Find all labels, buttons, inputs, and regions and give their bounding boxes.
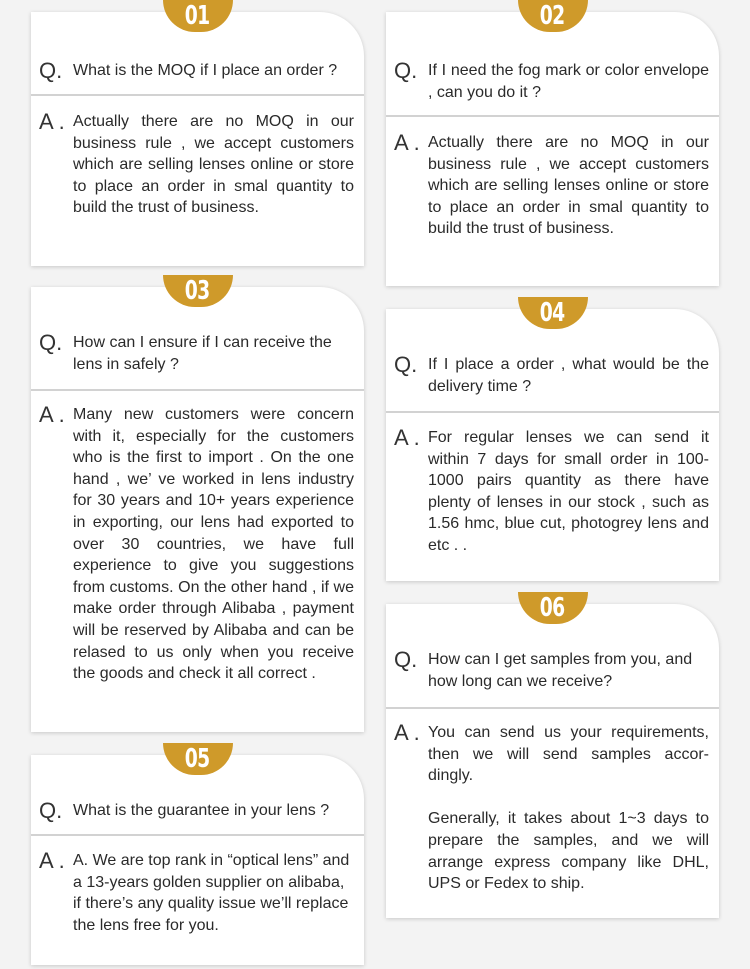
divider xyxy=(386,411,719,413)
answer-text xyxy=(428,427,709,557)
divider xyxy=(386,707,719,709)
badge-number: 04 xyxy=(540,298,565,328)
answer-mark: A . xyxy=(39,848,65,873)
answer xyxy=(39,850,354,936)
answer-mark: A . xyxy=(394,720,420,745)
answer-text xyxy=(73,850,354,936)
answer xyxy=(394,722,709,895)
number-badge xyxy=(163,0,233,32)
answer xyxy=(394,427,709,557)
answer-mark: A . xyxy=(394,130,420,155)
question xyxy=(39,800,354,822)
badge-number: 01 xyxy=(185,1,210,31)
answer xyxy=(39,404,354,685)
answer-text xyxy=(73,404,354,685)
question-mark: Q. xyxy=(394,647,418,672)
question xyxy=(394,649,709,692)
number-badge xyxy=(518,297,588,329)
question xyxy=(39,332,354,375)
answer-paragraph: Generally, it takes about 1~3 days to prepare the samples, and we will arrange express company like DHL, UPS or Fedex to ship. xyxy=(428,810,709,893)
question-text: What is the MOQ if I place an order ? xyxy=(73,62,338,79)
divider xyxy=(31,389,364,391)
question-text: What is the guarantee in your lens ? xyxy=(73,802,330,819)
answer-mark: A . xyxy=(39,109,65,134)
question-mark: Q. xyxy=(394,58,418,83)
badge-number: 02 xyxy=(540,1,565,31)
divider xyxy=(386,115,719,117)
number-badge xyxy=(518,0,588,32)
faq-card-04 xyxy=(386,298,719,581)
badge-number: 03 xyxy=(185,276,210,306)
answer xyxy=(394,132,709,240)
answer-text xyxy=(428,132,709,240)
answer-paragraph: A. We are top rank in “optical lens” and a 13-years golden supplier on alibaba, if there’s any quality issue we’ll replace the lens free for you. xyxy=(73,852,350,934)
question-text: If I need the fog mark or color envelope , can you do it ? xyxy=(428,62,709,101)
faq-card-05 xyxy=(31,744,364,965)
question-text: If I place a order , what would be the delivery time ? xyxy=(428,356,709,395)
faq-card-03 xyxy=(31,276,364,732)
faq-card-06 xyxy=(386,593,719,918)
badge-number: 05 xyxy=(185,744,210,774)
question-mark: Q. xyxy=(39,330,63,355)
answer-paragraph: Many new customers were concern with it, especially for the customers who is the first to import . On the one hand , we’ ve worked in lens industry for 30 years and 10+ years experience in exporting, our lens had exported to over 30 countries, we have full experience to give you suggestions from customs. On the other hand , if we make order through Alibaba , payment will be reserved by Alibaba and can be relased to us only when you receive the goods and check it all correct . xyxy=(73,406,354,683)
answer-text xyxy=(73,111,354,219)
answer-text xyxy=(428,722,709,895)
answer-mark: A . xyxy=(39,402,65,427)
question-text: How can I get samples from you, and how long can we receive? xyxy=(428,651,693,690)
question-mark: Q. xyxy=(39,798,63,823)
faq-card-01 xyxy=(31,1,364,266)
answer-paragraph: Actually there are no MOQ in our business rule , we accept customers which are selling lenses online or store to place an order in smal quantity to build the trust of business. xyxy=(428,134,709,238)
question-mark: Q. xyxy=(394,352,418,377)
answer-paragraph: Actually there are no MOQ in our business rule , we accept customers which are selling lenses online or store to place an order in smal quantity to build the trust of business. xyxy=(73,113,354,217)
question xyxy=(394,354,709,397)
number-badge xyxy=(163,743,233,775)
number-badge xyxy=(163,275,233,307)
faq-card-02 xyxy=(386,1,719,286)
question xyxy=(39,60,354,82)
divider xyxy=(31,94,364,96)
question xyxy=(394,60,709,103)
badge-number: 06 xyxy=(540,593,565,623)
answer xyxy=(39,111,354,219)
answer-paragraph: For regular lenses we can send it within 7 days for small order in 100-1000 pairs quantity as there have plenty of lenses in our stock , such as 1.56 hmc, blue cut, photogrey lens and etc . . xyxy=(428,429,709,554)
divider xyxy=(31,834,364,836)
question-text: How can I ensure if I can receive the lens in safely ? xyxy=(73,334,332,373)
answer-paragraph: You can send us your requirements, then we will send samples accor- dingly. xyxy=(428,724,709,785)
number-badge xyxy=(518,592,588,624)
answer-mark: A . xyxy=(394,425,420,450)
question-mark: Q. xyxy=(39,58,63,83)
